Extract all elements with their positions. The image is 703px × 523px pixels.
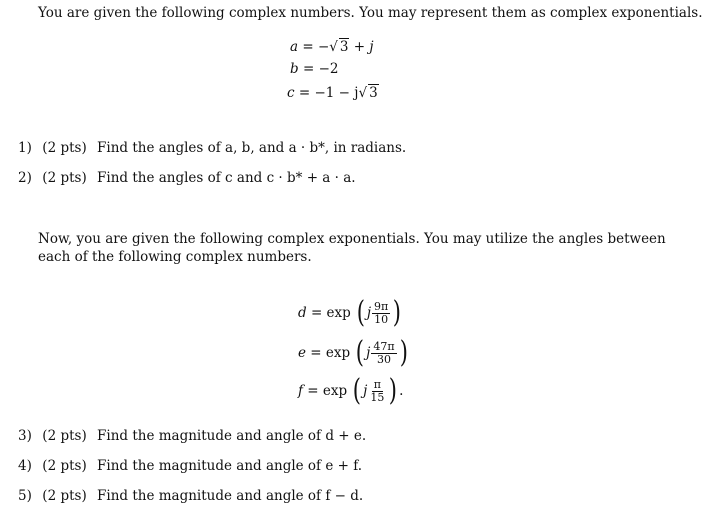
equation-c-equals: = [298, 85, 311, 101]
equation-f-fraction [368, 379, 386, 404]
question-number: 4) [18, 458, 32, 474]
equation-f [298, 373, 404, 408]
fraction-numerator: 47π [373, 339, 395, 353]
equation-a-sign: − [317, 39, 330, 55]
equation-b-equals: = [302, 61, 315, 77]
equation-d-exp: = exp [310, 305, 351, 321]
fraction-denominator: 15 [370, 390, 385, 404]
equation-d [298, 295, 403, 330]
question-number: 3) [18, 428, 32, 444]
question-text: Find the magnitude and angle of d + e. [97, 428, 367, 444]
equation-f-lhs: f [298, 383, 303, 399]
question-number: 5) [18, 488, 32, 504]
left-paren: ( [356, 295, 366, 330]
intro-text: You are given the following complex numbers. You may represent them as complex exponentials. [38, 5, 703, 21]
equation-a [290, 38, 374, 56]
equation-b-rhs: −2 [318, 61, 339, 77]
question-number: 1) [18, 140, 32, 156]
question-points: (2 pts) [42, 488, 87, 504]
right-paren: ) [399, 335, 408, 370]
question-text: Find the angles of a, b, and a · b*, in radians. [97, 140, 407, 156]
equation-c [287, 84, 379, 102]
question-text: Find the angles of c and c · b* + a · a. [97, 170, 356, 186]
equation-d-fraction [372, 301, 390, 326]
equation-f-tail: . [399, 383, 404, 399]
equation-b [290, 60, 338, 78]
equation-f-exp: = exp [307, 383, 348, 399]
sqrt-symbol: √ 3 [358, 85, 378, 101]
equation-c-radicand: 3 [369, 85, 378, 101]
question-points: (2 pts) [42, 428, 87, 444]
question-1 [18, 139, 406, 157]
question-text: Find the magnitude and angle of e + f. [97, 458, 363, 474]
equation-a-equals: = [302, 39, 314, 55]
equation-e-exp: = exp [310, 345, 351, 361]
equation-e [298, 335, 409, 370]
question-points: (2 pts) [42, 170, 87, 186]
equation-e-lhs: e [298, 345, 306, 361]
fraction-numerator: π [373, 377, 381, 391]
fraction-denominator: 30 [376, 352, 391, 366]
equation-c-prefix: −1 − j [314, 85, 359, 101]
equation-b-lhs: b [290, 61, 299, 77]
question-points: (2 pts) [42, 140, 87, 156]
question-2 [18, 169, 356, 187]
question-4 [18, 457, 362, 475]
equation-a-lhs: a [290, 39, 299, 55]
fraction-denominator: 10 [374, 312, 389, 326]
left-paren: ( [353, 373, 362, 408]
question-points: (2 pts) [42, 458, 87, 474]
intro-text-2: Now, you are given the following complex exponentials. You may utilize the angles between each of the following complex numbers. [38, 231, 666, 265]
equation-e-j: j [366, 345, 371, 361]
equation-a-radicand: 3 [339, 39, 349, 55]
question-5 [18, 487, 363, 505]
equation-d-lhs: d [298, 305, 307, 321]
equation-c-lhs: c [287, 85, 295, 101]
right-paren: ) [393, 295, 402, 330]
question-number: 2) [18, 170, 32, 186]
right-paren: ) [389, 373, 398, 408]
question-text: Find the magnitude and angle of f − d. [97, 488, 364, 504]
sqrt-symbol: √ 3 [329, 39, 349, 55]
equation-a-tail: + j [353, 39, 374, 55]
left-paren: ( [356, 335, 365, 370]
equation-f-j: j [363, 383, 368, 399]
equation-e-fraction [371, 341, 396, 366]
equation-d-j: j [366, 305, 372, 321]
fraction-numerator: 9π [374, 299, 389, 313]
question-3 [18, 427, 366, 445]
